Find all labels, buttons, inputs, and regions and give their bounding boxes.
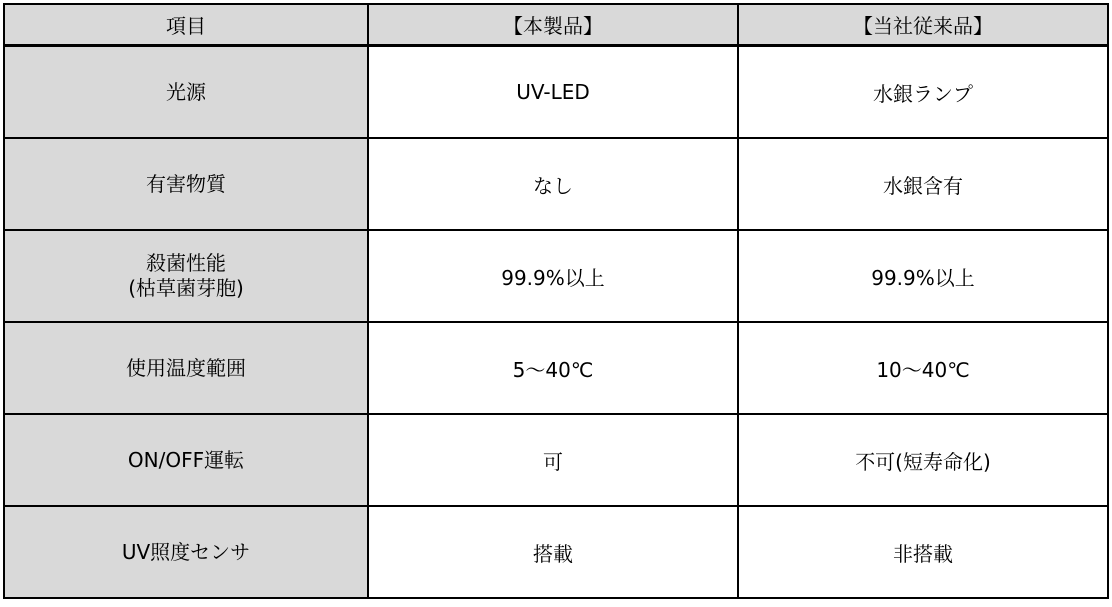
product-value: なし [368,138,738,230]
comparison-table [3,3,1109,599]
product-value: 可 [368,414,738,506]
table-row [4,506,1108,598]
legacy-value: 不可(短寿命化) [738,414,1108,506]
table-row [4,322,1108,414]
row-label [4,506,368,598]
row-label-text: UV照度センサ [121,539,251,564]
legacy-value: 水銀含有 [738,138,1108,230]
header-item: 項目 [4,4,368,46]
product-value: 搭載 [368,506,738,598]
product-value: 5～40℃ [368,322,738,414]
row-label [4,414,368,506]
comparison-table-container [3,3,1109,599]
row-label-text: ON/OFF運転 [127,447,245,472]
row-label [4,46,368,139]
product-value: UV-LED [368,46,738,139]
row-label [4,230,368,322]
legacy-value: 10～40℃ [738,322,1108,414]
table-row [4,138,1108,230]
table-row [4,230,1108,322]
table-row [4,46,1108,139]
row-label-text: 有害物質 [146,171,226,196]
product-value: 99.9%以上 [368,230,738,322]
row-label [4,322,368,414]
header-legacy-product: 【当社従来品】 [738,4,1108,46]
header-row [4,4,1108,46]
row-label [4,138,368,230]
row-label-text: 光源 [166,79,206,104]
legacy-value: 非搭載 [738,506,1108,598]
legacy-value: 水銀ランプ [738,46,1108,139]
header-this-product: 【本製品】 [368,4,738,46]
row-label-text: 使用温度範囲 [126,355,246,380]
table-row [4,414,1108,506]
legacy-value: 99.9%以上 [738,230,1108,322]
row-label-text: 殺菌性能 [146,251,226,275]
row-label-subtext: (枯草菌芽胞) [128,276,244,300]
